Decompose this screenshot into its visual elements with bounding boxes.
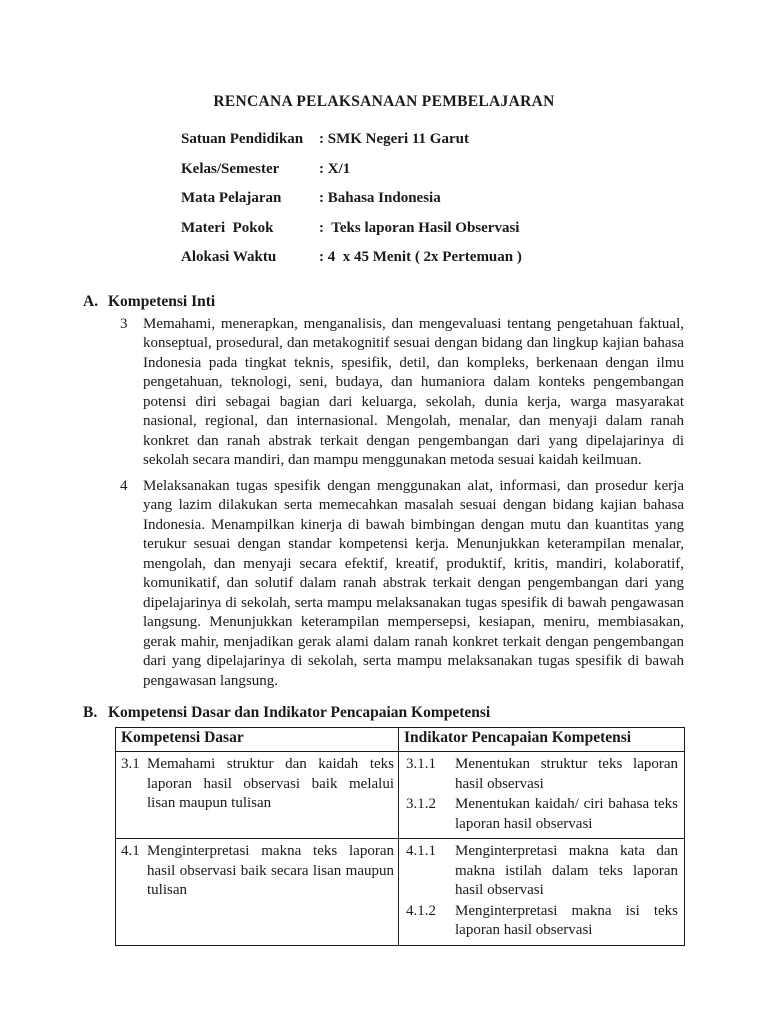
section-b-heading [83, 704, 768, 722]
kd-text: Menginterpretasi makna teks laporan hasil observasi baik secara lisan maupun tulisan [147, 843, 394, 898]
indicator-number: 4.1.2 [406, 902, 436, 919]
field-value: : Bahasa Indonesia [319, 190, 441, 206]
column-header-kompetensi-dasar: Kompetensi Dasar [116, 728, 399, 752]
table-row [116, 839, 685, 946]
item-text: Melaksanakan tugas spesifik dengan menggunakan alat, informasi, dan prosedur kerja yang lazim dilakukan serta memecahkan masalah sesuai dengan bidang kajian bahasa Indonesia. Menampilkan kinerja di bawah bimbingan dengan mutu dan kuantitas yang terukur sesuai dengan standar kompetensi kerja. Menunjukkan keterampilan menalar, mengolah, dan menyaji secara efektif, kreatif, produktif, kritis, mandiri, kolaboratif, komunikatif, dan solutif dalam ranah abstrak terkait dengan pengembangan dari yang dipelajarinya di sekolah, serta mampu melaksanakan tugas spesifik di bawah pengawasan langsung. Menunjukkan keterampilan mempersepsi, kesiapan, meniru, membiasakan, gerak mahir, menjadikan gerak alami dalam ranah konkret terkait dengan pengembangan dari yang dipelajarinya di sekolah, serta mampu melaksanakan tugas spesifik di bawah pengawasan langsung. [143, 477, 684, 689]
section-title: Kompetensi Dasar dan Indikator Pencapaian Kompetensi [108, 704, 491, 721]
kompetensi-table [115, 727, 685, 946]
indicator-text: Menginterpretasi makna isi teks laporan hasil observasi [455, 902, 678, 938]
indicator-item [406, 795, 678, 834]
indicator-text: Menentukan kaidah/ ciri bahasa teks laporan hasil observasi [455, 796, 678, 832]
header-fields [181, 131, 768, 279]
field-label: Satuan Pendidikan [181, 131, 304, 147]
field-alokasi-waktu [181, 249, 768, 279]
table-header-row [116, 728, 685, 752]
indicator-number: 3.1.2 [406, 796, 436, 812]
field-mata-pelajaran [181, 190, 768, 220]
section-title: Kompetensi Inti [108, 292, 216, 310]
field-value: : SMK Negeri 11 Garut [319, 131, 469, 147]
field-value: : Teks laporan Hasil Observasi [319, 219, 520, 236]
item-text: Memahami, menerapkan, menganalisis, dan mengevaluasi tentang pengetahuan faktual, konseptual, prosedural, dan metakognitif sesuai dengan bidang dan lingkup kajian bahasa Indonesia pada tingkat teknis, spesifik, detil, dan kompleks, berkenaan dengan ilmu pengetahuan, teknologi, seni, budaya, dan humaniora dalam konteks pengembangan potensi diri sebagai bagian dari keluarga, sekolah, dunia kerja, warga masyarakat nasional, regional, dan internasional. Mengolah, menalar, dan menyaji dalam ranah konkret dan ranah abstrak terkait dengan pengembangan dari yang dipelajarinya di sekolah secara mandiri, dan mampu menggunakan metoda sesuai kaidah keilmuan. [143, 315, 684, 468]
item-number: 4 [120, 477, 128, 494]
indicator-text: Menginterpretasi makna kata dan makna istilah dalam teks laporan hasil observasi [455, 843, 678, 898]
section-a-heading [83, 293, 768, 311]
item-number: 3 [120, 315, 128, 332]
field-label: Materi Pokok [181, 219, 274, 236]
kd-number: 4.1 [121, 843, 140, 859]
field-label: Kelas/Semester [181, 160, 280, 177]
kd-cell-4-1 [116, 839, 398, 904]
section-letter: B. [83, 704, 98, 721]
kompetensi-inti-item-4 [120, 477, 684, 692]
indicator-number: 4.1.1 [406, 843, 436, 859]
column-header-indikator: Indikator Pencapaian Kompetensi [399, 728, 685, 752]
field-value: : X/1 [319, 160, 351, 177]
field-materi-pokok [181, 220, 768, 250]
indicator-number: 3.1.1 [406, 756, 436, 772]
kompetensi-inti-item-3 [120, 315, 684, 471]
document-title: RENCANA PELAKSANAAN PEMBELAJARAN [213, 93, 555, 110]
indicator-item [406, 755, 678, 794]
indicator-item [406, 842, 678, 901]
kd-cell-3-1 [116, 752, 398, 817]
section-letter: A. [83, 292, 99, 310]
field-value: : 4 x 45 Menit ( 2x Pertemuan ) [319, 249, 522, 265]
kd-text: Memahami struktur dan kaidah teks laporan hasil observasi baik melalui lisan maupun tulisan [147, 756, 394, 811]
indicator-cell-4-1 [399, 839, 684, 945]
table-row [116, 752, 685, 839]
kd-number: 3.1 [121, 756, 140, 772]
field-kelas-semester [181, 161, 768, 191]
indicator-item [406, 902, 678, 941]
field-label: Mata Pelajaran [181, 190, 282, 206]
field-satuan-pendidikan [181, 131, 768, 161]
field-label: Alokasi Waktu [181, 249, 277, 265]
indicator-cell-3-1 [399, 752, 684, 838]
indicator-text: Menentukan struktur teks laporan hasil observasi [455, 756, 678, 792]
